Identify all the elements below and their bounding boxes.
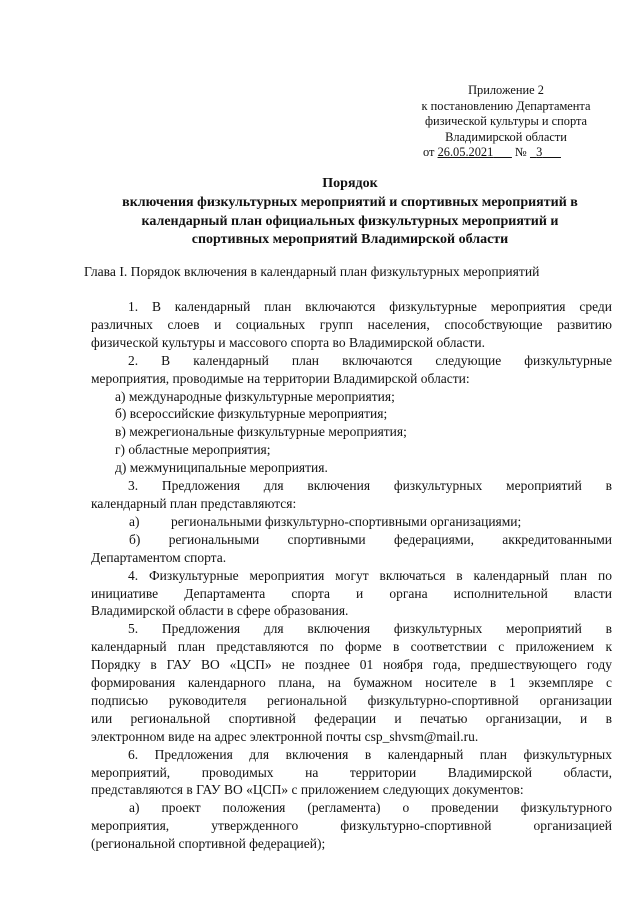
list-item: б) всероссийские физкультурные мероприятия; [115, 406, 388, 422]
text-line: 1. В календарный план включаются физкультурные мероприятия среди [128, 299, 612, 314]
text-line: 3. Предложения для включения физкультурных мероприятий в [128, 478, 612, 494]
text-line: Владимирской области в сфере образования. [91, 603, 349, 619]
title-line: включения физкультурных мероприятий и спортивных мероприятий в [122, 194, 578, 210]
date-prefix: от [423, 145, 435, 160]
appendix-line: Приложение 2 [468, 83, 544, 97]
text-line: 6. Предложения для включения в календарный план физкультурных [128, 746, 612, 762]
appendix-line: Владимирской области [445, 129, 567, 144]
list-item: д) межмуниципальные мероприятия. [115, 460, 328, 476]
text-line: инициативе Департамента спорта и органа исполнительной власти [91, 585, 612, 601]
text-line: 2. В календарный план включаются следующие физкультурные [128, 352, 612, 368]
title-line: спортивных мероприятий Владимирской области [191, 232, 509, 248]
document-date: 26.05.2021 [437, 145, 494, 160]
text-line: формирования календарного плана, на бумажном носителе в 1 экземпляре с [91, 675, 612, 691]
text-line: 4. Физкультурные мероприятия могут включаться в календарный план по [128, 567, 612, 583]
list-item: в) межрегиональные физкультурные мероприятия; [115, 424, 407, 440]
text-line: различных слоев и социальных групп населения, способствующие развитию [91, 316, 612, 332]
list-label: а) [129, 513, 140, 529]
text-line: или региональной спортивной федерации и печатью организации, и в [91, 710, 612, 726]
text-line: электронном виде на адрес электронной почты csp_shvsm@mail.ru. [91, 728, 479, 744]
title-line: календарный план официальных физкультурных мероприятий и [141, 213, 559, 229]
document-title [70, 175, 630, 250]
appendix-date-line [400, 145, 612, 161]
text-line: календарный план представляются по форме в соответствии с приложением к [91, 639, 612, 655]
list-text: региональными физкультурно-спортивными организациями; [171, 513, 522, 529]
document-body [91, 298, 612, 853]
appendix-header [400, 83, 612, 161]
text-line: мероприятия, проводимые на территории Владимирской области: [91, 370, 470, 386]
list-item: г) областные мероприятия; [115, 442, 271, 458]
appendix-line: физической культуры и спорта [424, 114, 588, 129]
list-item: а) проект положения (регламента) о проведении физкультурного [129, 800, 612, 816]
chapter-heading: Глава I. Порядок включения в календарный план физкультурных мероприятий [84, 264, 540, 279]
list-item [91, 513, 612, 531]
text-line: мероприятий, проводимых на территории Владимирской области, [91, 764, 612, 780]
title-line: Порядок [322, 176, 378, 191]
appendix-line: к постановлению Департамента [421, 98, 591, 113]
text-line: представляются в ГАУ ВО «ЦСП» с приложением следующих документов: [91, 782, 524, 798]
text-line: Порядку в ГАУ ВО «ЦСП» не позднее 01 ноября года, предшествующего году [91, 657, 612, 673]
text-line: подписью руководителя региональной физкультурно-спортивной организации [91, 692, 612, 708]
text-line: физической культуры и массового спорта во Владимирской области. [91, 334, 486, 350]
text-line: календарный план представляются: [91, 495, 297, 511]
text-line: Департаментом спорта. [91, 549, 227, 565]
list-item: а) международные физкультурные мероприятия; [115, 388, 395, 404]
document-number: 3 [536, 145, 543, 160]
text-line: (региональной спортивной федерацией); [91, 836, 326, 852]
text-line: мероприятия, утвержденного физкультурно-спортивной организацией [91, 818, 612, 834]
list-item: б) региональными спортивными федерациями, аккредитованными [129, 531, 612, 547]
number-prefix: № [515, 145, 527, 160]
text-line: 5. Предложения для включения физкультурных мероприятий в [128, 621, 612, 637]
